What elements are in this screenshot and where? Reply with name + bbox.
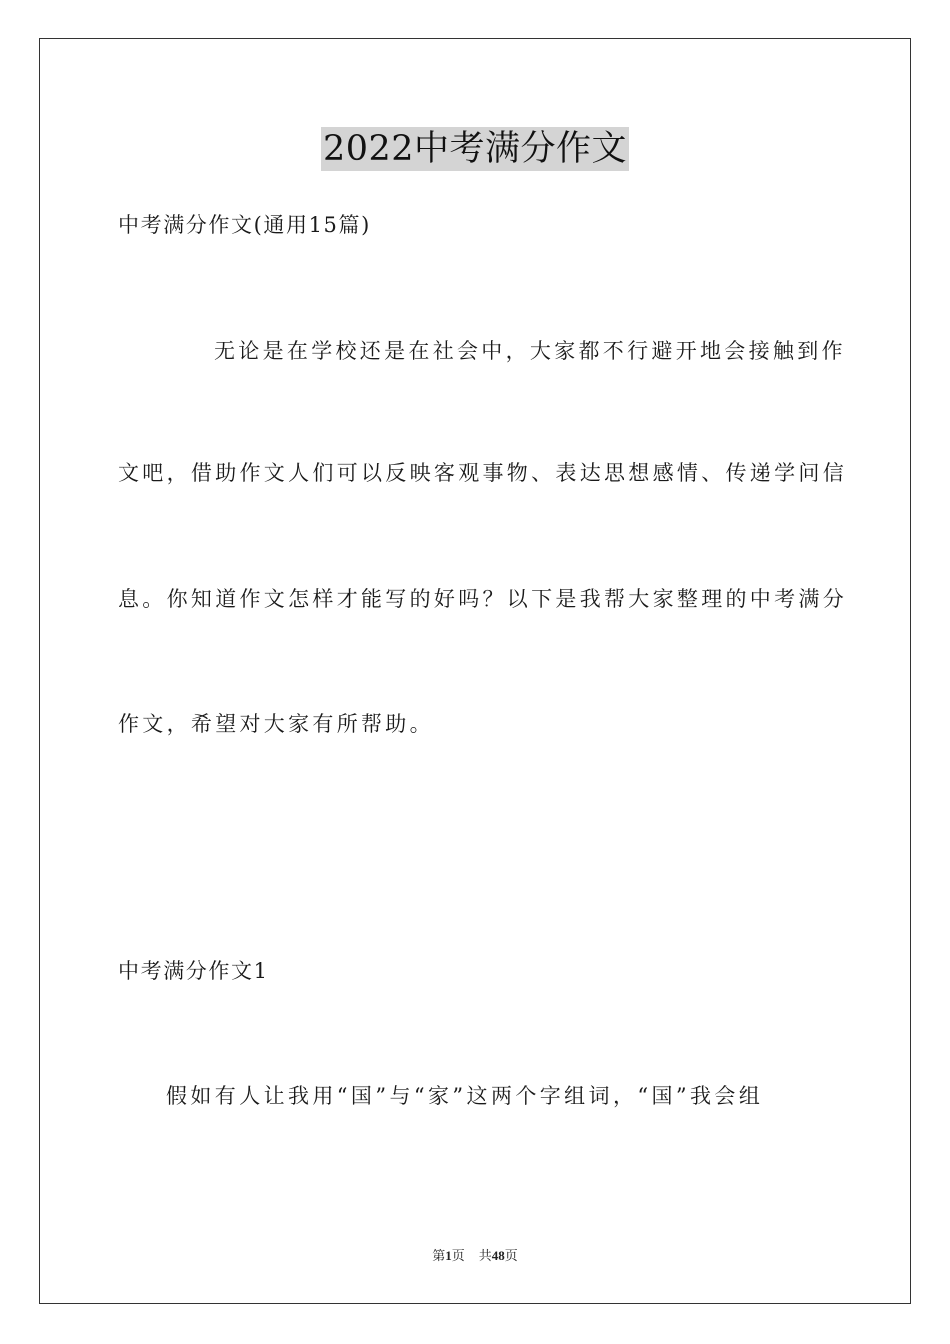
page-prefix: 第 <box>432 1248 446 1263</box>
intro-line-4: 作文，希望对大家有所帮助。 <box>118 712 434 736</box>
section-heading: 中考满分作文1 <box>118 959 269 983</box>
intro-line-1: 无论是在学校还是在社会中，大家都不行避开地会接触到作 <box>214 339 846 363</box>
title-container <box>0 127 950 171</box>
page-current: 1 <box>445 1248 452 1263</box>
page-total: 48 <box>491 1248 505 1263</box>
document-subtitle: 中考满分作文(通用15篇) <box>118 213 371 237</box>
page-suffix: 页 <box>451 1248 465 1263</box>
section-first-line: 假如有人让我用“国”与“家”这两个字组词，“国”我会组 <box>166 1084 764 1108</box>
intro-line-3: 息。你知道作文怎样才能写的好吗？以下是我帮大家整理的中考满分 <box>118 587 847 611</box>
document-title: 2022中考满分作文 <box>322 129 628 169</box>
total-prefix: 共 <box>478 1248 492 1263</box>
intro-line-2: 文吧，借助作文人们可以反映客观事物、表达思想感情、传递学问信 <box>118 461 847 485</box>
total-suffix: 页 <box>504 1248 518 1263</box>
page-footer <box>0 1247 950 1265</box>
